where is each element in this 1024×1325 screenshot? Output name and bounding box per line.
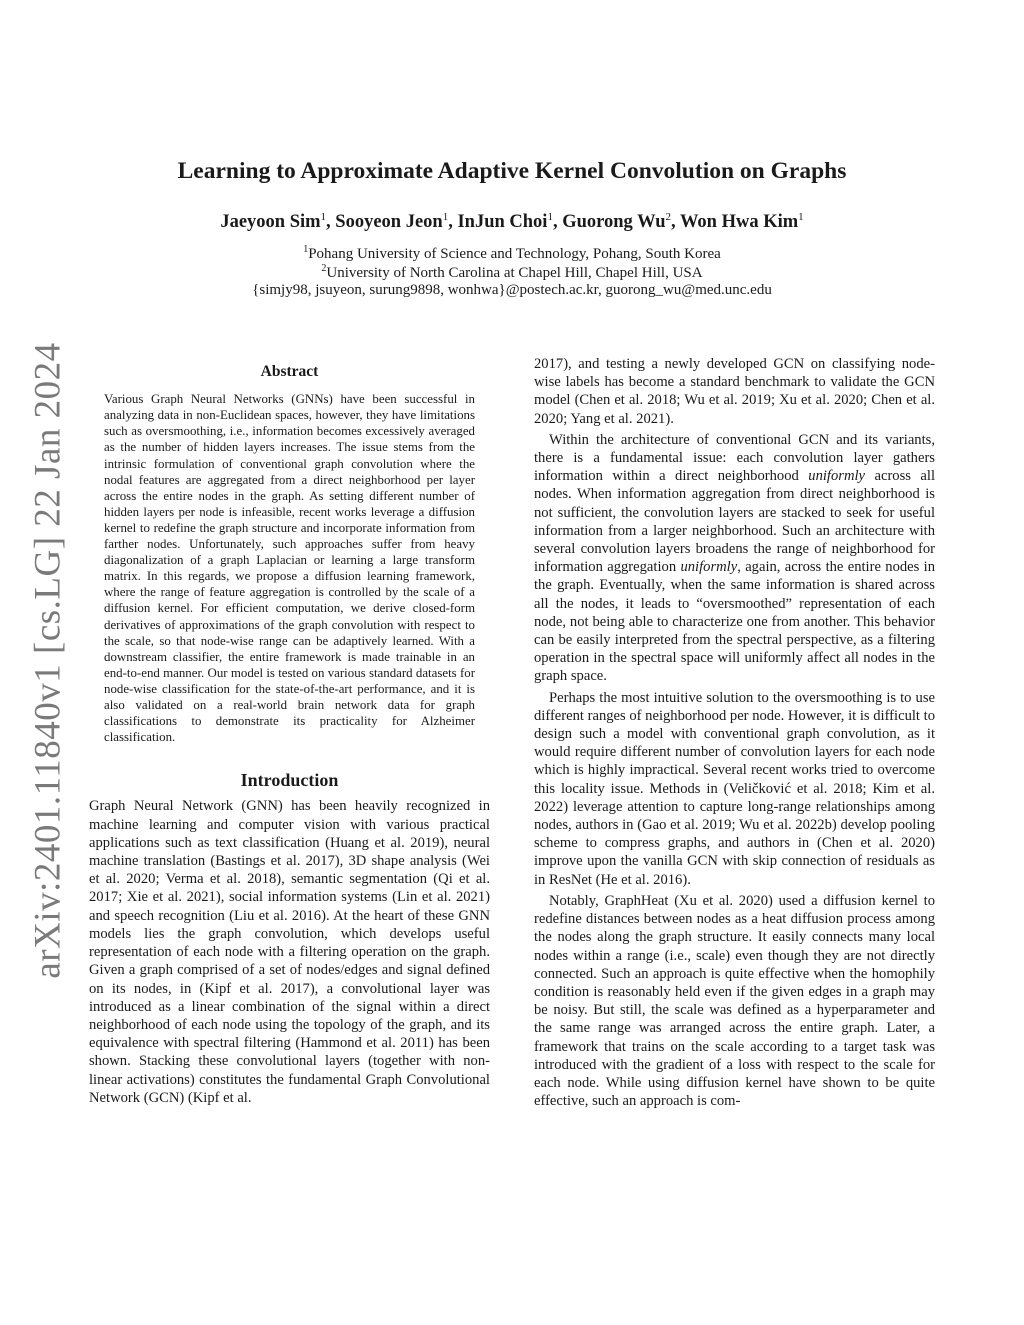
author-emails[interactable]: {simjy98, jsuyeon, surung9898, wonhwa}@postech.ac.kr, guorong_wu@med.unc.edu bbox=[252, 282, 772, 298]
author-list: Jaeyoon Sim$^1$, Sooyeon Jeon$^1$, InJun Choi$^1$, Guorong Wu$^2$, Won Hwa Kim$^1$ bbox=[220, 211, 804, 233]
arxiv-id[interactable]: arXiv:2401.11840v1 [cs.LG] 22 Jan 2024 bbox=[27, 341, 69, 979]
affiliation-line bbox=[0, 263, 1024, 282]
affiliation-mark: 1 bbox=[303, 244, 309, 255]
author-affiliation-mark: 1 bbox=[320, 211, 327, 223]
author-name: InJun Choi bbox=[457, 212, 548, 233]
text-run: , again, across the entire nodes in the graph. Eventually, when the same information is shared across all the nodes, it leads to “oversmoothed” representation of each node, not being able to characterize one from another. This behavior can be easily interpreted from the spectral perspective, as a filtering operation in the spectral space will uniformly affect all nodes in the graph space. bbox=[534, 559, 935, 685]
abstract-text: Various Graph Neural Networks (GNNs) have been successful in analyzing data in non-Euclidean spaces, however, they have limitations such as oversmoothing, i.e., information becomes excessively averaged as the number of hidden layers increases. The issue stems from the intrinsic formulation of conventional graph convolution where the nodal features are aggregated from a direct neighborhood per layer across the entire nodes in the graph. As setting different number of hidden layers per node is infeasible, recent works leverage a diffusion kernel to redefine the graph structure and incorporate information from farther nodes. Unfortunately, such approaches suffer from heavy diagonalization of a graph Laplacian or learning a large transform matrix. In this regards, we propose a diffusion learning framework, where the range of feature aggregation is controlled by the scale of a diffusion kernel. For efficient computation, we derive closed-form derivatives of approximations of the graph convolution with respect to the scale, so that node-wise range can be adaptively learned. With a downstream classifier, the entire framework is made trainable in an end-to-end manner. Our model is tested on various standard datasets for node-wise classification for the state-of-the-art performance, and it is also validated on a real-world brain network data for graph classifications to demonstrate its practicality for Alzheimer classification. bbox=[104, 392, 475, 745]
affiliation-line bbox=[0, 244, 1024, 263]
author-name: Won Hwa Kim bbox=[679, 212, 799, 233]
text-run: Within the architecture of conventional GCN and its variants, there is a fundamental issue: each convolution layer gathers information within a direct neighborhood bbox=[534, 431, 935, 485]
abstract-heading: Abstract bbox=[260, 363, 319, 380]
author-name: Sooyeon Jeon bbox=[335, 212, 443, 233]
left-column bbox=[89, 355, 490, 1107]
author-affiliation-mark: 1 bbox=[798, 211, 804, 223]
author-affiliation-mark: 2 bbox=[665, 211, 672, 223]
body-paragraph: Perhaps the most intuitive solution to the oversmoothing is to use different ranges of neighborhood per node. However, it is difficult to design such a model with conventional graph convolution, as it would require different number of convolution layers for each node which is highly impractical. Several recent works tried to overcome this locality issue. Methods in (Veličković et al. 2018; Kim et al. 2022) leverage attention to capture long-range relationships among nodes, authors in (Gao et al. 2019; Wu et al. 2022b) develop pooling scheme to compress graphs, and authors in (Chen et al. 2020) improve upon the vanilla GCN with skip connection of residuals as in ResNet (He et al. 2016). bbox=[534, 689, 935, 888]
author-name: Jaeyoon Sim bbox=[220, 212, 321, 233]
author-affiliation-mark: 1 bbox=[442, 211, 449, 223]
body-paragraph bbox=[534, 431, 935, 686]
section-heading-introduction: Introduction bbox=[240, 770, 339, 791]
affiliation-mark: 2 bbox=[321, 263, 327, 274]
right-column bbox=[534, 355, 935, 1110]
author-name: Guorong Wu bbox=[562, 212, 666, 233]
intro-paragraph: Graph Neural Network (GNN) has been heavily recognized in machine learning and computer vision with various practical applications such as text classification (Huang et al. 2019), neural machine translation (Bastings et al. 2017), 3D shape analysis (Wei et al. 2020; Verma et al. 2018), semantic segmentation (Qi et al. 2017; Xie et al. 2021), social information systems (Lin et al. 2021) and speech recognition (Liu et al. 2016). At the heart of these GNN models lies the graph convolution, which develops useful representation of each node with a filtering operation on the graph. Given a graph comprised of a set of nodes/edges and signal defined on its nodes, in (Kipf et al. 2017), a convolutional layer was introduced as a linear combination of the signal within a direct neighborhood of each node using the topology of the graph, and its equivalence with spectral filtering (Hammond et al. 2011) has been shown. Stacking these convolutional layers (together with non-linear activations) constitutes the fundamental Graph Convolutional Network (GCN) (Kipf et al. bbox=[89, 798, 490, 1106]
affiliation-text: University of North Carolina at Chapel Hill, Chapel Hill, USA bbox=[326, 265, 703, 281]
emphasis: uniformly bbox=[680, 559, 738, 576]
text-run: across all nodes. When information aggregation from direct neighborhood is not sufficient, the convolution layers are stacked to seek for useful information from a larger neighborhood. Such an architecture with several convolution layers broadens the range of neighborhood for information aggregation bbox=[534, 468, 936, 576]
paper-title: Learning to Approximate Adaptive Kernel Convolution on Graphs bbox=[177, 158, 847, 184]
affiliation-text: Pohang University of Science and Technology, Pohang, South Korea bbox=[308, 246, 721, 262]
arxiv-watermark bbox=[18, 341, 78, 979]
body-paragraph: 2017), and testing a newly developed GCN on classifying node-wise labels has become a standard benchmark to validate the GCN model (Chen et al. 2018; Wu et al. 2019; Xu et al. 2020; Chen et al. 2020; Yang et al. 2021). bbox=[534, 356, 935, 427]
body-paragraph: Notably, GraphHeat (Xu et al. 2020) used a diffusion kernel to redefine distances between nodes as a heat diffusion process among the nodes along the graph structure. It easily connects many local nodes within a range (i.e., scale) even though they are not directly connected. Such an approach is quite effective when the homophily condition is reasonably held even if the given edges in a graph may be noisy. But still, the scale was defined as a hyperparameter and the same range was arranged across the entire graph. Later, a framework that trains on the scale according to a target task was introduced with the gradient of a loss with respect to the scale for each node. While using diffusion kernel have shown to be quite effective, such an approach is com- bbox=[534, 892, 935, 1110]
emphasis: uniformly bbox=[808, 468, 866, 485]
author-affiliation-mark: 1 bbox=[547, 211, 553, 223]
